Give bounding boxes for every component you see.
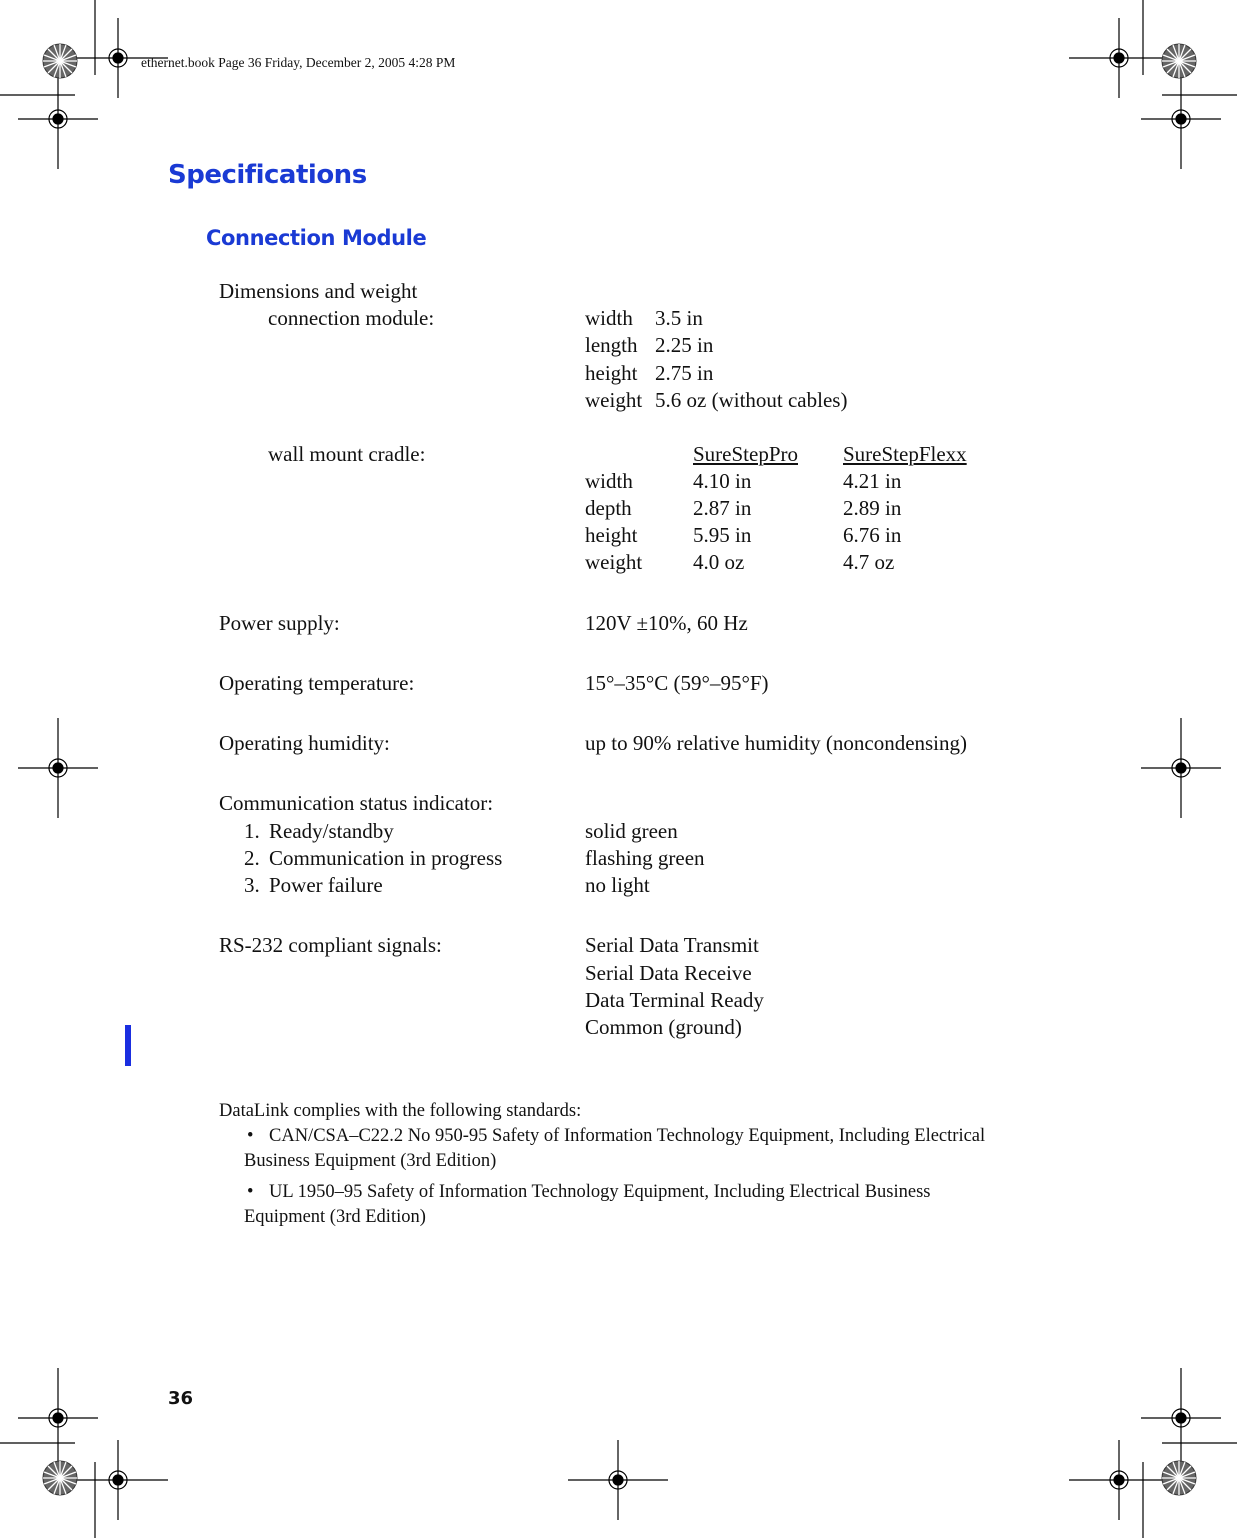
- cradle-value-pro: 5.95 in: [693, 523, 752, 547]
- cradle-key: width: [585, 469, 633, 493]
- temperature-label: Operating temperature:: [219, 671, 415, 695]
- crosshair-mark: [568, 1440, 668, 1520]
- power-label: Power supply:: [219, 611, 340, 635]
- crosshair-mark: [18, 69, 98, 169]
- crosshair-mark: [1069, 1440, 1169, 1520]
- cradle-label: wall mount cradle:: [268, 442, 426, 466]
- status-key: Ready/standby: [269, 819, 394, 843]
- cradle-key: weight: [585, 550, 643, 574]
- humidity-value: up to 90% relative humidity (noncondensing): [585, 731, 968, 755]
- status-value: flashing green: [585, 846, 705, 870]
- cradle-key: depth: [585, 496, 632, 520]
- humidity-label: Operating humidity:: [219, 731, 390, 755]
- rs232-signal: Serial Data Receive: [585, 961, 752, 985]
- star-target-mark: [1162, 44, 1196, 78]
- crosshair-mark: [1141, 69, 1221, 169]
- standard-line: Equipment (3rd Edition): [244, 1207, 426, 1227]
- status-number: 3.: [244, 873, 260, 897]
- status-label: Communication status indicator:: [219, 791, 494, 815]
- standard-line: CAN/CSA–C22.2 No 950-95 Safety of Information Technology Equipment, Including Electrical: [269, 1126, 986, 1146]
- cradle-value-flexx: 4.21 in: [843, 469, 902, 493]
- cradle-value-flexx: 4.7 oz: [843, 550, 895, 574]
- standards-intro: DataLink complies with the following standards:: [219, 1101, 582, 1121]
- crosshair-mark: [68, 1440, 168, 1520]
- spec-value: 3.5 in: [655, 306, 703, 330]
- cradle-value-flexx: 6.76 in: [843, 523, 902, 547]
- crosshair-mark: [18, 1368, 98, 1468]
- crosshair-mark: [1141, 1368, 1221, 1468]
- rs232-signal: Serial Data Transmit: [585, 933, 759, 957]
- status-key: Power failure: [269, 873, 383, 897]
- bullet: •: [247, 1126, 254, 1146]
- rs232-signal: Common (ground): [585, 1015, 742, 1039]
- star-target-mark: [43, 1461, 77, 1495]
- bullet: •: [247, 1182, 254, 1202]
- page-title: Specifications: [168, 160, 367, 190]
- status-value: solid green: [585, 819, 678, 843]
- status-value: no light: [585, 873, 650, 897]
- cradle-value-flexx: 2.89 in: [843, 496, 902, 520]
- module-label: connection module:: [268, 306, 435, 330]
- spec-key: length: [585, 333, 638, 357]
- power-value: 120V ±10%, 60 Hz: [585, 611, 748, 635]
- section-title: Connection Module: [206, 226, 427, 250]
- crosshair-mark: [1141, 718, 1221, 818]
- star-target-mark: [1162, 1461, 1196, 1495]
- status-number: 2.: [244, 846, 260, 870]
- file-header: ethernet.book Page 36 Friday, December 2, 2005 4:28 PM: [141, 55, 456, 70]
- column-header-surestep-pro: SureStepPro: [693, 442, 798, 466]
- crosshair-mark: [1069, 18, 1169, 98]
- column-header-surestep-flexx: SureStepFlexx: [843, 442, 967, 466]
- rs232-label: RS-232 compliant signals:: [219, 933, 442, 957]
- spec-value: 5.6 oz (without cables): [655, 388, 848, 412]
- cradle-key: height: [585, 523, 638, 547]
- spec-key: weight: [585, 388, 643, 412]
- status-key: Communication in progress: [269, 846, 503, 870]
- crosshair-mark: [18, 718, 98, 818]
- star-target-mark: [43, 44, 77, 78]
- spec-key: width: [585, 306, 633, 330]
- temperature-value: 15°–35°C (59°–95°F): [585, 671, 769, 695]
- dimensions-heading: Dimensions and weight: [219, 279, 418, 303]
- spec-value: 2.25 in: [655, 333, 714, 357]
- page-number: 36: [168, 1388, 194, 1409]
- rs232-signal: Data Terminal Ready: [585, 988, 764, 1012]
- change-bar: [125, 1025, 131, 1066]
- cradle-value-pro: 4.0 oz: [693, 550, 745, 574]
- status-number: 1.: [244, 819, 260, 843]
- spec-key: height: [585, 361, 638, 385]
- cradle-value-pro: 2.87 in: [693, 496, 752, 520]
- cradle-value-pro: 4.10 in: [693, 469, 752, 493]
- standard-line: Business Equipment (3rd Edition): [244, 1151, 497, 1171]
- spec-value: 2.75 in: [655, 361, 714, 385]
- standard-line: UL 1950–95 Safety of Information Technology Equipment, Including Electrical Business: [269, 1182, 931, 1202]
